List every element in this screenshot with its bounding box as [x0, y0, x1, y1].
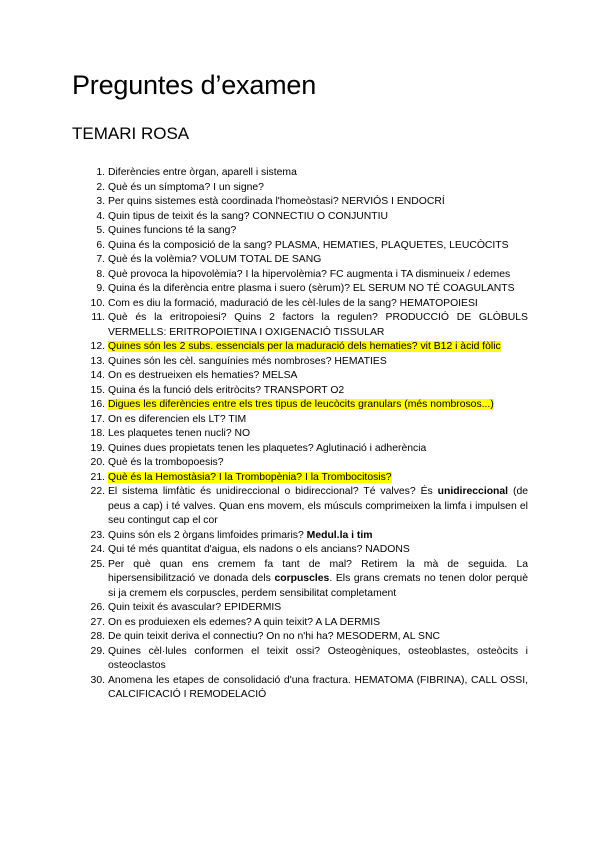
- question-text: [108, 414, 246, 425]
- question-text: [108, 428, 250, 439]
- question-text: [108, 269, 510, 280]
- question-text: [108, 602, 281, 613]
- question-number: 4.: [96, 210, 105, 222]
- text-segment: Les plaquetes tenen nucli? NO: [108, 428, 251, 439]
- question-number: 17.: [90, 413, 105, 425]
- question-item: [96, 239, 528, 254]
- question-number: 11.: [91, 312, 105, 323]
- question-text: [108, 196, 445, 207]
- text-segment: Què és la eritropoiesi? Quins 2 factors la regulen? PRODUCCIÓ DE GLÒBULS VERMELLS: ERITROPOIETINA I OXIGENACIÓ TISSULAR: [108, 312, 528, 338]
- question-item: [90, 529, 528, 544]
- question-number: 25.: [90, 558, 105, 570]
- text-segment: El sistema limfàtic és unidireccional o bidireccional? Té valves? És: [108, 486, 438, 497]
- text-segment: Per què quan ens cremem fa tant de mal? Retirem la mà de seguida. La hipersensibilització ve donada dels: [108, 558, 528, 584]
- question-item: [90, 485, 529, 529]
- question-item: [96, 224, 528, 239]
- question-item: [96, 181, 528, 196]
- question-text: [108, 675, 528, 701]
- question-number: 24.: [90, 544, 105, 555]
- text-segment: Quines són les cèl. sanguínies més nombroses? HEMATIES: [108, 355, 387, 367]
- question-item: [90, 297, 528, 312]
- text-segment: (de peus a cap) i té valves. Quan ens movem, els músculs comprimeixen la limfa i impulsen el seu contingut cap el cor: [108, 486, 529, 526]
- question-number: 5.: [96, 225, 105, 236]
- section-heading: TEMARI ROSA: [72, 124, 190, 143]
- text-segment: Per quins sistemes està coordinada l'homeòstasi? NERVIÓS I ENDOCRÍ: [108, 196, 445, 207]
- question-text: [108, 283, 515, 294]
- text-segment: Què és la trombopoesis?: [108, 457, 224, 468]
- text-segment: Què és la volèmia? VOLUM TOTAL DE SANG: [108, 254, 322, 265]
- question-text: [108, 356, 387, 367]
- question-number: 8.: [96, 268, 105, 280]
- question-item: [90, 456, 528, 471]
- bold-answer: Medul.la i tim: [306, 529, 373, 541]
- question-text: [108, 646, 528, 672]
- text-segment: Quines dues propietats tenen les plaquetes? Aglutinació i adherència: [108, 442, 427, 454]
- text-segment: Què provoca la hipovolèmia? I la hipervolèmia? FC augmenta i TA disminueix / edemes: [108, 268, 511, 280]
- text-segment: Quines són les 2 subs. essencials per la maduració dels hematies? vit B12 i àcid fòlic: [108, 341, 501, 352]
- question-item: [96, 253, 528, 268]
- question-item: [90, 384, 528, 399]
- question-text: [108, 240, 509, 251]
- text-segment: Quines funcions té la sang?: [108, 225, 237, 236]
- question-item: [90, 630, 528, 645]
- question-number: 21.: [90, 471, 105, 483]
- question-item: [90, 427, 528, 442]
- text-segment: Qui té més quantitat d'aigua, els nadons o els ancians? NADONS: [108, 544, 410, 555]
- question-text: [108, 225, 236, 236]
- question-item: [96, 210, 528, 225]
- question-number: 30.: [90, 674, 105, 686]
- question-number: 10.: [90, 297, 105, 309]
- text-segment: On es produiexen els edemes? A quin teixit? A LA DERMIS: [108, 616, 381, 628]
- question-number: 28.: [90, 631, 105, 642]
- text-segment: Què és un símptoma? I un signe?: [108, 181, 264, 193]
- question-item: [90, 340, 528, 355]
- bold-answer: corpuscles: [274, 573, 330, 584]
- text-segment: Anomena les etapes de consolidació d'una fractura. HEMATOMA (FIBRINA), CALL OSSI, CALCIFICACIÓ I REMODELACIÓ: [108, 674, 528, 700]
- question-number: 14.: [90, 370, 105, 381]
- text-segment: Quines cèl·lules conformen el teixit ossi? Osteogèniques, osteoblastes, osteòcits i osteoclastos: [108, 645, 528, 671]
- text-segment: De quin teixit deriva el connectiu? On no n'hi ha? MESODERM, AL SNC: [108, 631, 440, 642]
- question-number: 2.: [96, 181, 105, 193]
- highlighted-question-text: [108, 472, 392, 483]
- question-item: [90, 543, 528, 558]
- question-number: 27.: [90, 616, 105, 628]
- question-text: [108, 544, 410, 555]
- text-segment: Quina és la diferència entre plasma i suero (sèrum)? EL SERUM NO TÉ COAGULANTS: [108, 283, 515, 294]
- question-text: [108, 443, 426, 454]
- question-item: [91, 311, 528, 340]
- question-text: [108, 385, 344, 396]
- question-number: 18.: [90, 428, 105, 439]
- question-item: [90, 616, 528, 631]
- question-text: [108, 370, 297, 381]
- question-item: [96, 195, 528, 210]
- question-number: 9.: [96, 283, 105, 294]
- text-segment: On es diferencien els LT? TIM: [108, 413, 247, 425]
- question-item: [96, 166, 528, 181]
- question-item: [96, 268, 528, 283]
- question-item: [90, 645, 528, 674]
- question-number: 26.: [90, 602, 105, 613]
- question-number: 15.: [90, 384, 105, 396]
- question-item: [90, 442, 528, 457]
- question-text: [108, 631, 440, 642]
- question-text: [108, 486, 528, 526]
- question-item: [90, 398, 528, 413]
- question-number: 23.: [90, 529, 105, 541]
- question-text: [108, 167, 297, 178]
- text-segment: Digues les diferències entre els tres tipus de leucòcits granulars (més nombrosos...): [108, 399, 494, 410]
- question-number: 7.: [96, 254, 105, 265]
- text-segment: Com es diu la formació, maduració de les cèl·lules de la sang? HEMATOPOIESI: [108, 297, 478, 309]
- question-number: 12.: [90, 341, 105, 352]
- question-number: 29.: [90, 645, 105, 657]
- text-segment: Què és la Hemostàsia? I la Trombopènia? I la Trombocitosis?: [108, 471, 392, 483]
- question-item: [90, 369, 528, 384]
- question-text: [108, 182, 264, 193]
- question-number: 20.: [90, 457, 105, 468]
- text-segment: On es destrueixen els hematies? MELSA: [108, 370, 298, 381]
- question-item: [90, 558, 528, 602]
- question-number: 1.: [96, 167, 105, 178]
- text-segment: Quin tipus de teixit és la sang? CONNECTIU O CONJUNTIU: [108, 210, 389, 222]
- question-item: [96, 282, 528, 297]
- question-text: [108, 211, 388, 222]
- question-item: [90, 471, 528, 486]
- question-number: 19.: [90, 442, 105, 454]
- bold-answer: unidireccional: [437, 486, 509, 497]
- question-item: [90, 355, 528, 370]
- question-text: [108, 559, 528, 599]
- question-list: [90, 166, 529, 703]
- question-text: [108, 530, 373, 541]
- text-segment: Quina és la composició de la sang? PLASMA, HEMATIES, PLAQUETES, LEUCÒCITS: [108, 239, 509, 251]
- text-segment: Quina és la funció dels eritròcits? TRANSPORT O2: [108, 384, 345, 396]
- question-text: [108, 298, 478, 309]
- question-number: 6.: [96, 239, 105, 251]
- highlighted-question-text: [108, 341, 501, 352]
- question-item: [90, 413, 528, 428]
- text-segment: Quin teixit és avascular? EPIDERMIS: [108, 602, 282, 613]
- question-text: [108, 617, 380, 628]
- question-number: 13.: [90, 355, 105, 367]
- question-item: [90, 601, 528, 616]
- question-text: [108, 312, 528, 338]
- text-segment: . Els grans cremats no tenen dolor perquè si ja cremem els corpuscles, perdem sensibilitat completament: [108, 573, 528, 599]
- question-item: [90, 674, 528, 703]
- text-segment: Diferències entre òrgan, aparell i sistema: [108, 167, 297, 178]
- question-number: 16.: [90, 399, 105, 410]
- question-number: 22.: [90, 486, 105, 497]
- question-text: [108, 254, 321, 265]
- question-number: 3.: [96, 196, 105, 207]
- text-segment: Quins són els 2 òrgans limfoides primaris?: [108, 529, 307, 541]
- page-title: Preguntes d’examen: [72, 70, 317, 100]
- question-text: [108, 457, 224, 468]
- highlighted-question-text: [108, 399, 494, 410]
